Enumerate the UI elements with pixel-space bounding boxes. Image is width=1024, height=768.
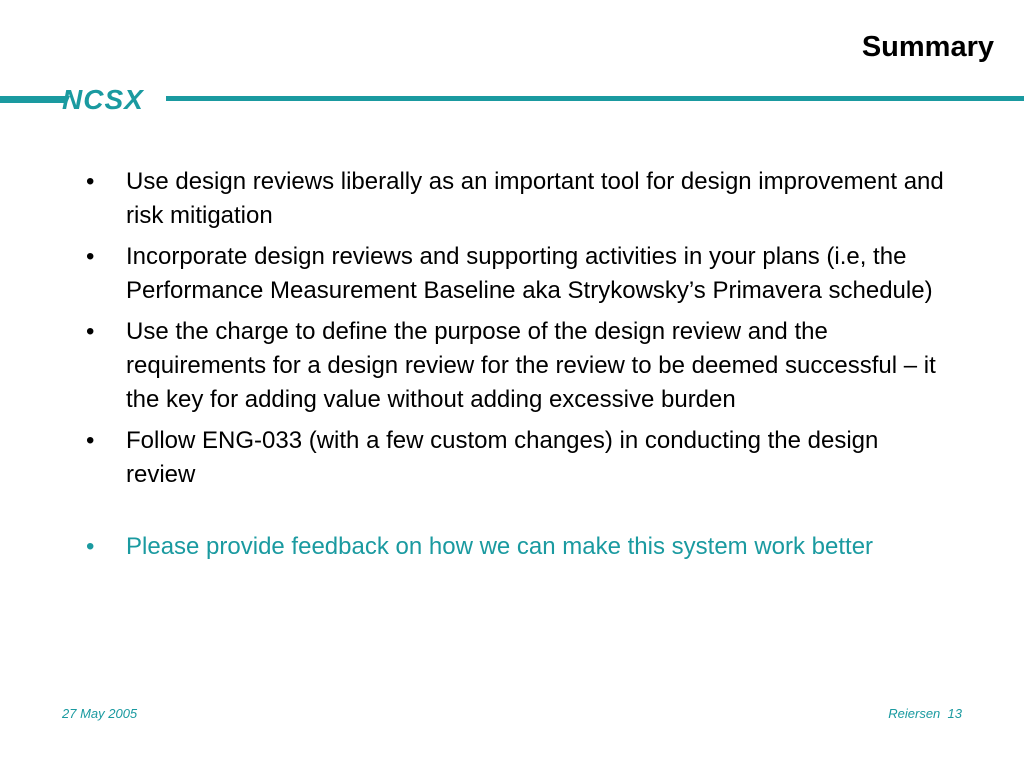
footer-author-page [888,706,962,721]
bullet-text: Use design reviews liberally as an important tool for design improvement and risk mitigation [126,168,944,229]
bullet-item [84,424,944,492]
bullet-marker: • [86,318,95,345]
bullet-text: Incorporate design reviews and supporting activities in your plans (i.e, the Performance Measurement Baseline aka Strykowsky’s Primavera schedule) [126,243,933,304]
bullet-marker: • [86,533,95,560]
bullet-text: Please provide feedback on how we can make this system work better [126,533,874,560]
footer-date: 27 May 2005 [62,706,138,721]
bullet-item-feedback [84,530,944,564]
page-number: 13 [947,706,962,721]
bullet-marker: • [86,243,95,270]
bullet-list [84,165,944,571]
footer-author: Reiersen [888,706,941,721]
header-rule [166,96,1024,101]
logo-text: NCSX [62,84,144,114]
bullet-marker: • [86,427,95,454]
bullet-text: Use the charge to define the purpose of the design review and the requirements for a design review for the review to be deemed successful – it the key for adding value without adding excessive burden [126,318,936,413]
bullet-item [84,165,944,233]
bullet-item [84,315,944,417]
bullet-item [84,240,944,308]
bullet-marker: • [86,168,95,195]
slide-title: Summary [861,31,994,63]
bullet-text: Follow ENG-033 (with a few custom changes) in conducting the design review [126,427,879,488]
ncsx-logo [0,84,180,114]
